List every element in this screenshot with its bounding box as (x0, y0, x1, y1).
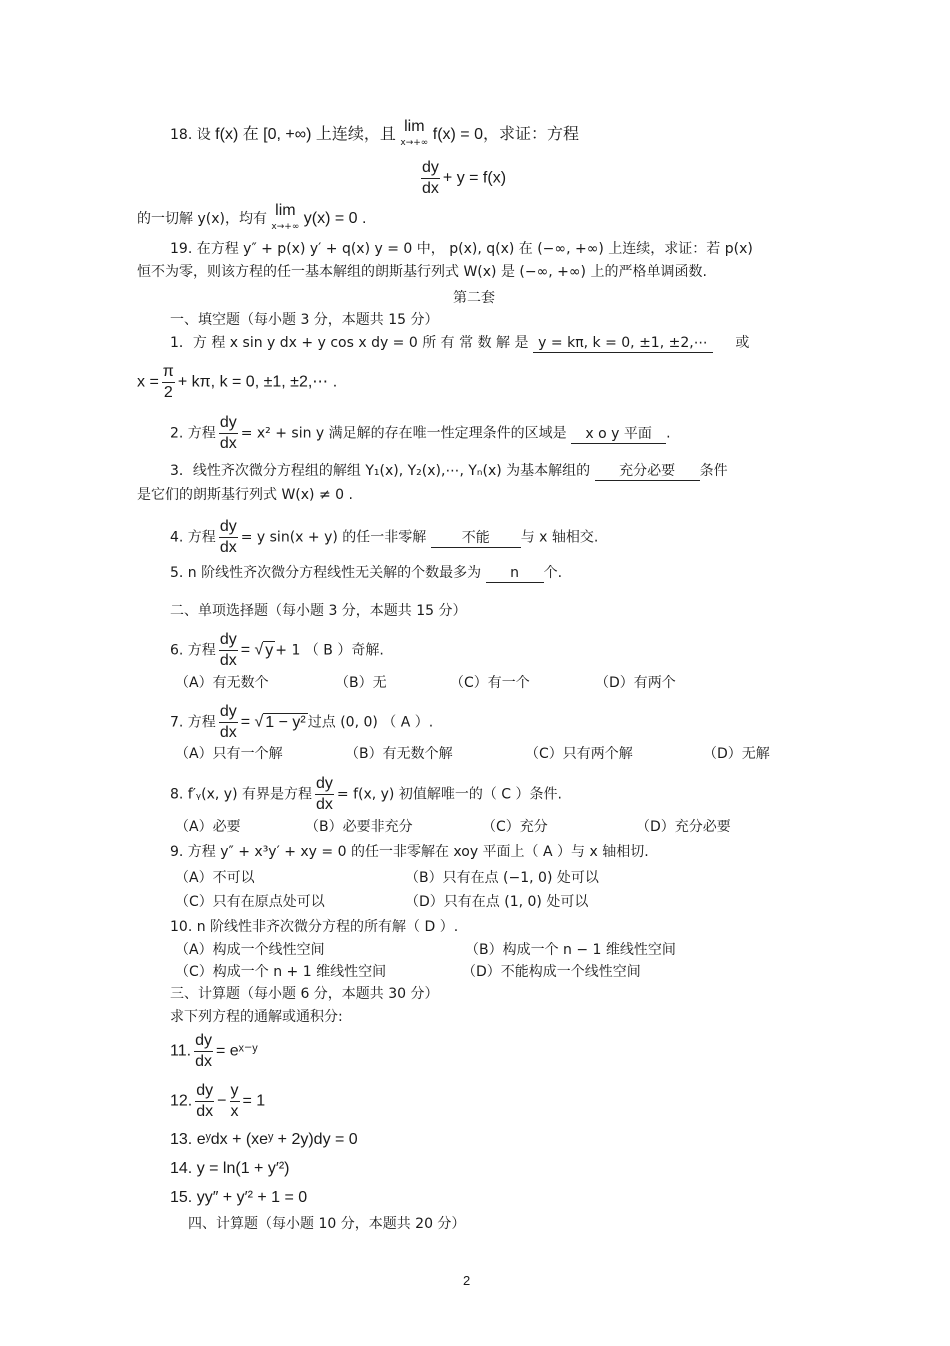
derivative-fraction: $\frac{dy}{dx}$ (219, 518, 237, 556)
derivative-fraction: $\frac{dy}{dx}$ (219, 703, 237, 741)
q8: 8. f′ᵧ(x, y) 有界是方程 $\frac{dy}{dx}$ = f(x, y) 初值解唯一的（ C ）条件. (170, 775, 562, 813)
derivative-fraction: $\frac{dy}{dx}$ (196, 1082, 214, 1120)
derivative-fraction: $\frac{dy}{dx}$ (195, 1032, 212, 1070)
q6-option-d: （D）有两个 (595, 675, 676, 691)
q9-option-c: （C）只有在原点处可以 (175, 894, 325, 910)
q4-answer: 不能 (431, 529, 521, 548)
q8-option-b: （B）必要非充分 (305, 819, 413, 835)
q3-answer: 充分必要 (595, 462, 700, 481)
y-over-x-fraction: $\frac{y}{x}$ (230, 1082, 239, 1120)
q9-option-b: （B）只有在点 (−1, 0) 处可以 (405, 870, 599, 886)
q10-option-d: （D）不能构成一个线性空间 (462, 964, 641, 980)
q6-option-c: （C）有一个 (450, 675, 530, 691)
sqrt-y: y (265, 641, 274, 659)
set-title: 第二套 (453, 290, 495, 306)
q1-line2: x = $\frac{\pi}{2}$ + kπ, k = 0, ±1, ±2,⋯ . (137, 363, 338, 401)
q7: 7. 方程 $\frac{dy}{dx}$ = √ 1 − y² 过点 (0, 0) （ A ）. (170, 703, 434, 741)
q7-option-a: （A）只有一个解 (175, 746, 283, 762)
sqrt-1-minus-y2: 1 − y² (265, 713, 306, 731)
section4-heading: 四、计算题（每小题 10 分，本题共 20 分） (188, 1216, 466, 1232)
page-number: 2 (463, 1273, 471, 1288)
q10-option-c: （C）构成一个 n + 1 维线性空间 (175, 964, 387, 980)
q15: 15. yy″ + y′² + 1 = 0 (170, 1189, 308, 1206)
q7-option-b: （B）有无数个解 (345, 746, 453, 762)
q9: 9. 方程 y″ + x³y′ + xy = 0 的任一非零解在 xoy 平面上（ A ）与 x 轴相切. (170, 844, 649, 860)
q7-option-d: （D）无解 (703, 746, 770, 762)
q1-line1: 1．方 程 x sin y dx + y cos x dy = 0 所 有 常 数 解 是 y = kπ, k = 0, ±1, ±2,⋯ 或 (170, 335, 750, 351)
section2-heading: 二、单项选择题（每小题 3 分，本题共 15 分） (170, 603, 467, 619)
q13: 13. eʸdx + (xeʸ + 2y)dy = 0 (170, 1131, 358, 1148)
p18-line1: 18. 设 f(x) 在 [0, +∞) 上连续，且 lim x→+∞ f(x) = 0，求证：方程 (170, 119, 579, 151)
q4: 4. 方程 $\frac{dy}{dx}$ = y sin(x + y) 的任一非零解 不能 与 x 轴相交. (170, 518, 599, 556)
q14: 14. y = ln(1 + y′²) (170, 1160, 290, 1177)
q1-answer: y = kπ, k = 0, ±1, ±2,⋯ (533, 334, 713, 353)
q7-option-c: （C）只有两个解 (525, 746, 633, 762)
derivative-fraction: $\frac{dy}{dx}$ (422, 159, 439, 197)
derivative-fraction: $\frac{dy}{dx}$ (219, 631, 237, 669)
section3-intro: 求下列方程的通解或通积分: (170, 1009, 343, 1025)
limit-symbol: lim x→+∞ (271, 202, 300, 232)
q11: 11. $\frac{dy}{dx}$ = eˣ⁻ʸ (170, 1032, 258, 1070)
pi-half-fraction: $\frac{\pi}{2}$ (162, 363, 174, 401)
p19-line1: 19. 在方程 y″ + p(x) y′ + q(x) y = 0 中， p(x), q(x) 在 (−∞, +∞) 上连续，求证：若 p(x) (170, 241, 753, 257)
section1-heading: 一、填空题（每小题 3 分，本题共 15 分） (170, 312, 439, 328)
limit-symbol: lim x→+∞ (400, 118, 429, 148)
derivative-fraction: $\frac{dy}{dx}$ (219, 414, 237, 452)
q9-option-a: （A）不可以 (175, 870, 255, 886)
q9-option-d: （D）只有在点 (1, 0) 处可以 (405, 894, 589, 910)
q6-option-b: （B）无 (335, 675, 387, 691)
q2: 2. 方程 $\frac{dy}{dx}$ = x² + sin y 满足解的存在唯一性定理条件的区域是 x o y 平面 . (170, 414, 671, 452)
q10: 10. n 阶线性非齐次微分方程的所有解（ D ）. (170, 919, 459, 935)
p19-line2: 恒不为零，则该方程的任一基本解组的朗斯基行列式 W(x) 是 (−∞, +∞) 上的严格单调函数. (137, 264, 707, 280)
q5: 5. n 阶线性齐次微分方程线性无关解的个数最多为 n 个. (170, 565, 563, 581)
q10-option-a: （A）构成一个线性空间 (175, 942, 325, 958)
q10-option-b: （B）构成一个 n − 1 维线性空间 (465, 942, 676, 958)
section3-heading: 三、计算题（每小题 6 分，本题共 30 分） (170, 986, 439, 1002)
q3-line2: 是它们的朗斯基行列式 W(x) ≠ 0 . (137, 487, 353, 503)
q2-answer: x o y 平面 (571, 425, 666, 444)
q8-option-d: （D）充分必要 (636, 819, 731, 835)
derivative-fraction: $\frac{dy}{dx}$ (315, 775, 333, 813)
q8-option-c: （C）充分 (482, 819, 548, 835)
q6: 6. 方程 $\frac{dy}{dx}$ = √ y + 1 （ B ）奇解. (170, 631, 384, 669)
p18-line3: 的一切解 y(x)，均有 lim x→+∞ y(x) = 0 . (137, 203, 366, 235)
q8-option-a: （A）必要 (175, 819, 241, 835)
q5-answer: n (486, 564, 544, 583)
q6-option-a: （A）有无数个 (175, 675, 269, 691)
p18-equation: $\frac{dy}{dx}$ + y = f(x) (422, 159, 507, 197)
q3-line1: 3．线性齐次微分方程组的解组 Y₁(x), Y₂(x),⋯, Yₙ(x) 为基本解组的 充分必要 条件 (170, 463, 728, 479)
q12: 12. $\frac{dy}{dx}$ − $\frac{y}{x}$ = 1 (170, 1082, 266, 1120)
